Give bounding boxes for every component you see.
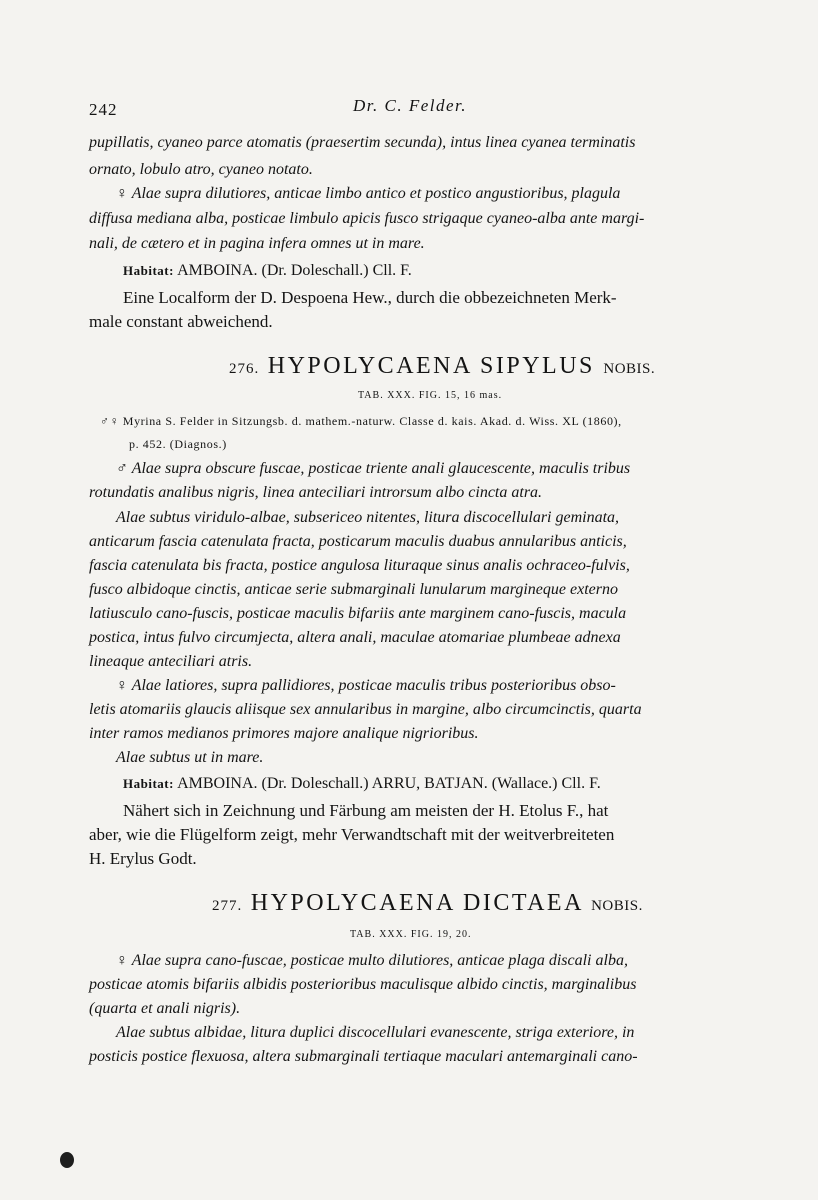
running-head-author: Dr. C. Felder. [353,96,468,115]
text-line: Alae subtus viridulo-albae, subsericeo nitentes, litura discocellulari geminata, [116,509,620,526]
text-line: Alae subtus ut in mare. [116,749,264,766]
species-heading-276 [229,352,655,383]
species-title: HYPOLYCAENA DICTAEA [250,890,583,916]
remark-line: male constant abweichend. [89,312,273,331]
text-line: posticae atomis bifariis albidis posterioribus maculisque albido cinctis, marginalibus [89,976,637,993]
remark-line: Eine Localform der D. Despoena Hew., durch die obbezeichneten Merk- [123,288,617,307]
habitat-label: Habitat: [123,263,174,278]
text-line: Alae subtus albidae, litura duplici discocellulari evanescente, striga exteriore, in [116,1024,635,1041]
text-line: anticarum fascia catenulata fracta, posticarum maculis duabus annularibus anticis, [89,533,627,550]
text-line: ♀ Alae latiores, supra pallidiores, posticae maculis tribus posterioribus obso- [116,677,616,694]
habitat-text: AMBOINA. (Dr. Doleschall.) Cll. F. [177,262,412,279]
habitat-line [123,261,412,281]
text-line: diffusa mediana alba, posticae limbulo apicis fusco strigaque cyaneo-alba ante margi- [89,210,645,227]
species-author: NOBIS. [603,361,656,377]
plate-reference: TAB. XXX. FIG. 15, 16 mas. [358,390,503,401]
synonymy-line: p. 452. (Diagnos.) [129,437,227,451]
text-line: postica, intus fulvo circumjecta, altera anali, maculae atomariae plumbeae adnexa [89,629,621,646]
ink-spot [60,1152,74,1168]
text-line: ornato, lobulo atro, cyaneo notato. [89,161,313,178]
text-line: letis atomariis glaucis aliisque sex annularibus in margine, albo circumcinctis, quarta [89,701,642,718]
synonymy-line: ♂♀ Myrina S. Felder in Sitzungsb. d. mathem.-naturw. Classe d. kais. Akad. d. Wiss. XL (1860), [100,414,622,428]
page-number: 242 [89,100,118,119]
text-line: fusco albidoque cinctis, anticae serie submarginali lunularum margineque externo [89,581,618,598]
text-line: nali, de cætero et in pagina infera omnes ut in mare. [89,235,425,252]
text-line: posticis postice flexuosa, altera submarginali tertiaque maculari antemarginali cano- [89,1048,638,1065]
text-line: lineaque anteciliari atris. [89,653,253,670]
habitat-line [123,774,601,794]
species-number: 277. [212,898,243,914]
text-line: pupillatis, cyaneo parce atomatis (praesertim secunda), intus linea cyanea terminatis [89,134,636,151]
text-line: ♀ Alae supra dilutiores, anticae limbo antico et postico angustioribus, plagula [116,185,621,202]
text-line: latiusculo cano-fuscis, posticae maculis bifariis ante marginem cano-fuscis, macula [89,605,627,622]
text-line: ♂ Alae supra obscure fuscae, posticae triente anali glaucescente, maculis tribus [116,460,631,477]
plate-reference: TAB. XXX. FIG. 19, 20. [350,929,472,940]
running-head [89,96,751,126]
remark-line: H. Erylus Godt. [89,849,197,868]
species-author: NOBIS. [591,898,643,914]
text-line: (quarta et anali nigris). [89,1000,241,1017]
text-line: rotundatis analibus nigris, linea anteciliari introrsum albo cincta atra. [89,484,543,501]
remark-line: aber, wie die Flügelform zeigt, mehr Verwandtschaft mit der weitverbreiteten [89,825,615,844]
species-heading-277 [212,889,643,920]
text-line: fascia catenulata bis fracta, postice angulosa lituraque sinus analis ochraceo-fulvis, [89,557,630,574]
species-number: 276. [229,361,260,377]
remark-line: Nähert sich in Zeichnung und Färbung am meisten der H. Etolus F., hat [123,801,609,820]
habitat-label: Habitat: [123,776,174,791]
species-title: HYPOLYCAENA SIPYLUS [267,353,595,379]
text-line: ♀ Alae supra cano-fuscae, posticae multo dilutiores, anticae plaga discali alba, [116,952,628,969]
text-line: inter ramos medianos primores majore analique nigrioribus. [89,725,479,742]
habitat-text: AMBOINA. (Dr. Doleschall.) ARRU, BATJAN. (Wallace.) Cll. F. [177,775,601,792]
